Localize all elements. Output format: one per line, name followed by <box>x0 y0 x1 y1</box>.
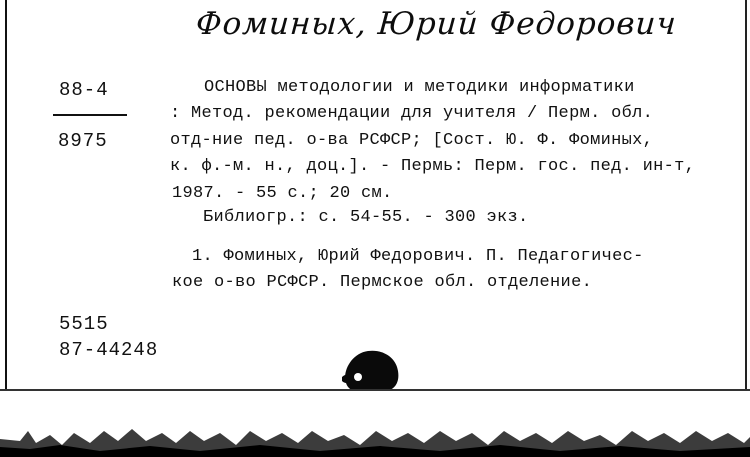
description-line: : Метод. рекомендации для учителя / Перм. обл. <box>170 104 654 123</box>
tracing-line: 1. Фоминых, Юрий Федорович. П. Педагогичес- <box>192 247 644 266</box>
description-line: к. ф.-м. н., доц.]. - Пермь: Перм. гос. пед. ин-т, <box>170 157 696 176</box>
scan-noise-edge <box>0 391 750 457</box>
classification-code: 88-4 <box>59 79 109 101</box>
description-line: отд-ние пед. о-ва РСФСР; [Сост. Ю. Ф. Фоминых, <box>170 131 654 150</box>
handwritten-author-heading: Фоминых, Юрий Федорович <box>194 6 678 42</box>
author-mark: 8975 <box>58 130 108 152</box>
tracing-line: кое о-во РСФСР. Пермское обл. отделение. <box>172 273 593 292</box>
physical-description-line: 1987. - 55 с.; 20 см. <box>172 184 393 203</box>
inventory-number: 5515 <box>59 313 109 335</box>
bibliography-note: Библиогр.: с. 54-55. - 300 экз. <box>203 208 529 227</box>
code-divider <box>53 114 127 116</box>
title-line: ОСНОВЫ методологии и методики информатики <box>204 78 635 97</box>
card-number: 87-44248 <box>59 339 159 361</box>
ink-blot-icon <box>338 343 404 393</box>
